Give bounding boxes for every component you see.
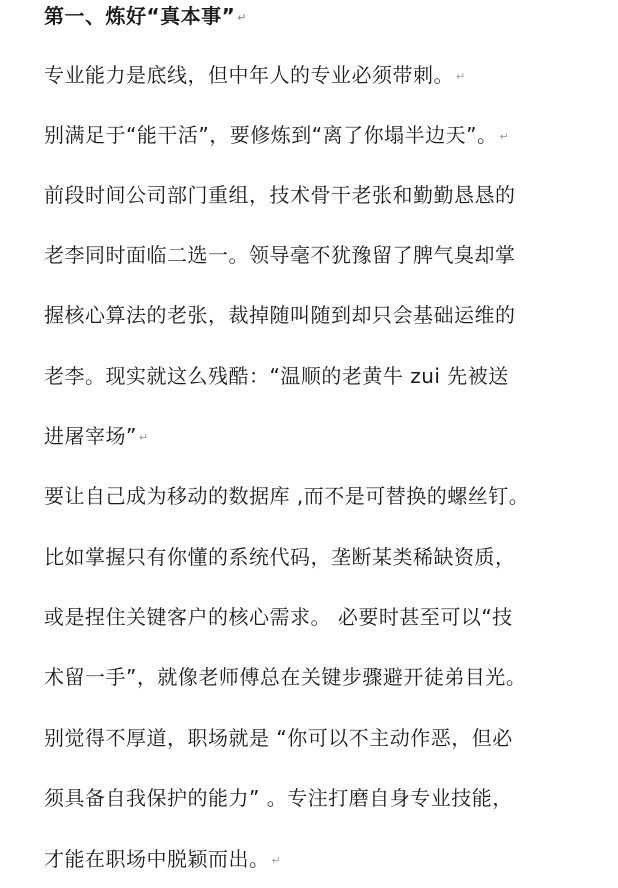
line-text: 须具备自我保护的能力” 。专注打磨自身专业技能，: [44, 786, 513, 810]
paragraph-mark: ↵: [138, 430, 149, 444]
text-line: [44, 62, 466, 90]
text-line: [44, 785, 513, 811]
text-line: [44, 423, 149, 451]
paragraph-mark: ↵: [456, 69, 466, 83]
paragraph-mark: ↵: [237, 10, 248, 24]
text-line: [44, 604, 513, 630]
line-text: 老李同时面临二选一。领导毫不犹豫留了脾气臭却掌: [44, 243, 516, 267]
paragraph-mark: ↵: [271, 853, 282, 867]
line-text: 术留一手”，就像老师傅总在关键步骤避开徒弟目光。: [44, 665, 527, 689]
text-line: [44, 483, 529, 509]
text-line: [44, 302, 516, 328]
text-line: [44, 363, 509, 389]
line-text: 老李。现实就这么残酷：“温顺的老黄牛 zui 先被送: [44, 364, 509, 388]
line-text: 前段时间公司部门重组，技术骨干老张和勤勤恳恳的: [44, 183, 516, 207]
line-text: 握核心算法的老张，裁掉随叫随到却只会基础运维的: [44, 303, 516, 327]
line-text: 才能在职场中脱颖而出。: [44, 847, 270, 871]
text-line: [44, 242, 516, 268]
text-line: [44, 846, 281, 874]
line-text: 进屠宰场”: [44, 424, 137, 448]
line-text: 要让自己成为移动的数据库 ,而不是可替换的螺丝钉。: [44, 484, 530, 508]
paragraph-mark: ↵: [499, 129, 510, 143]
line-text: 或是捏住关键客户的核心需求。 必要时甚至可以“技: [44, 605, 513, 629]
text-line: [44, 182, 516, 208]
heading-text: 第一、炼好“真本事”: [44, 4, 236, 28]
line-text: 专业能力是底线，但中年人的专业必须带刺。: [44, 63, 454, 87]
section-heading: [44, 3, 247, 31]
text-line: [44, 122, 509, 150]
line-text: 比如掌握只有你懂的系统代码，垄断某类稀缺资质，: [44, 545, 516, 569]
line-text: 别觉得不厚道，职场就是 “你可以不主动作恶，但必: [44, 726, 513, 750]
text-line: [44, 664, 526, 690]
line-text: 别满足于“能干活”，要修炼到“离了你塌半边天”。: [44, 123, 498, 147]
text-line: [44, 725, 513, 751]
text-line: [44, 544, 516, 570]
